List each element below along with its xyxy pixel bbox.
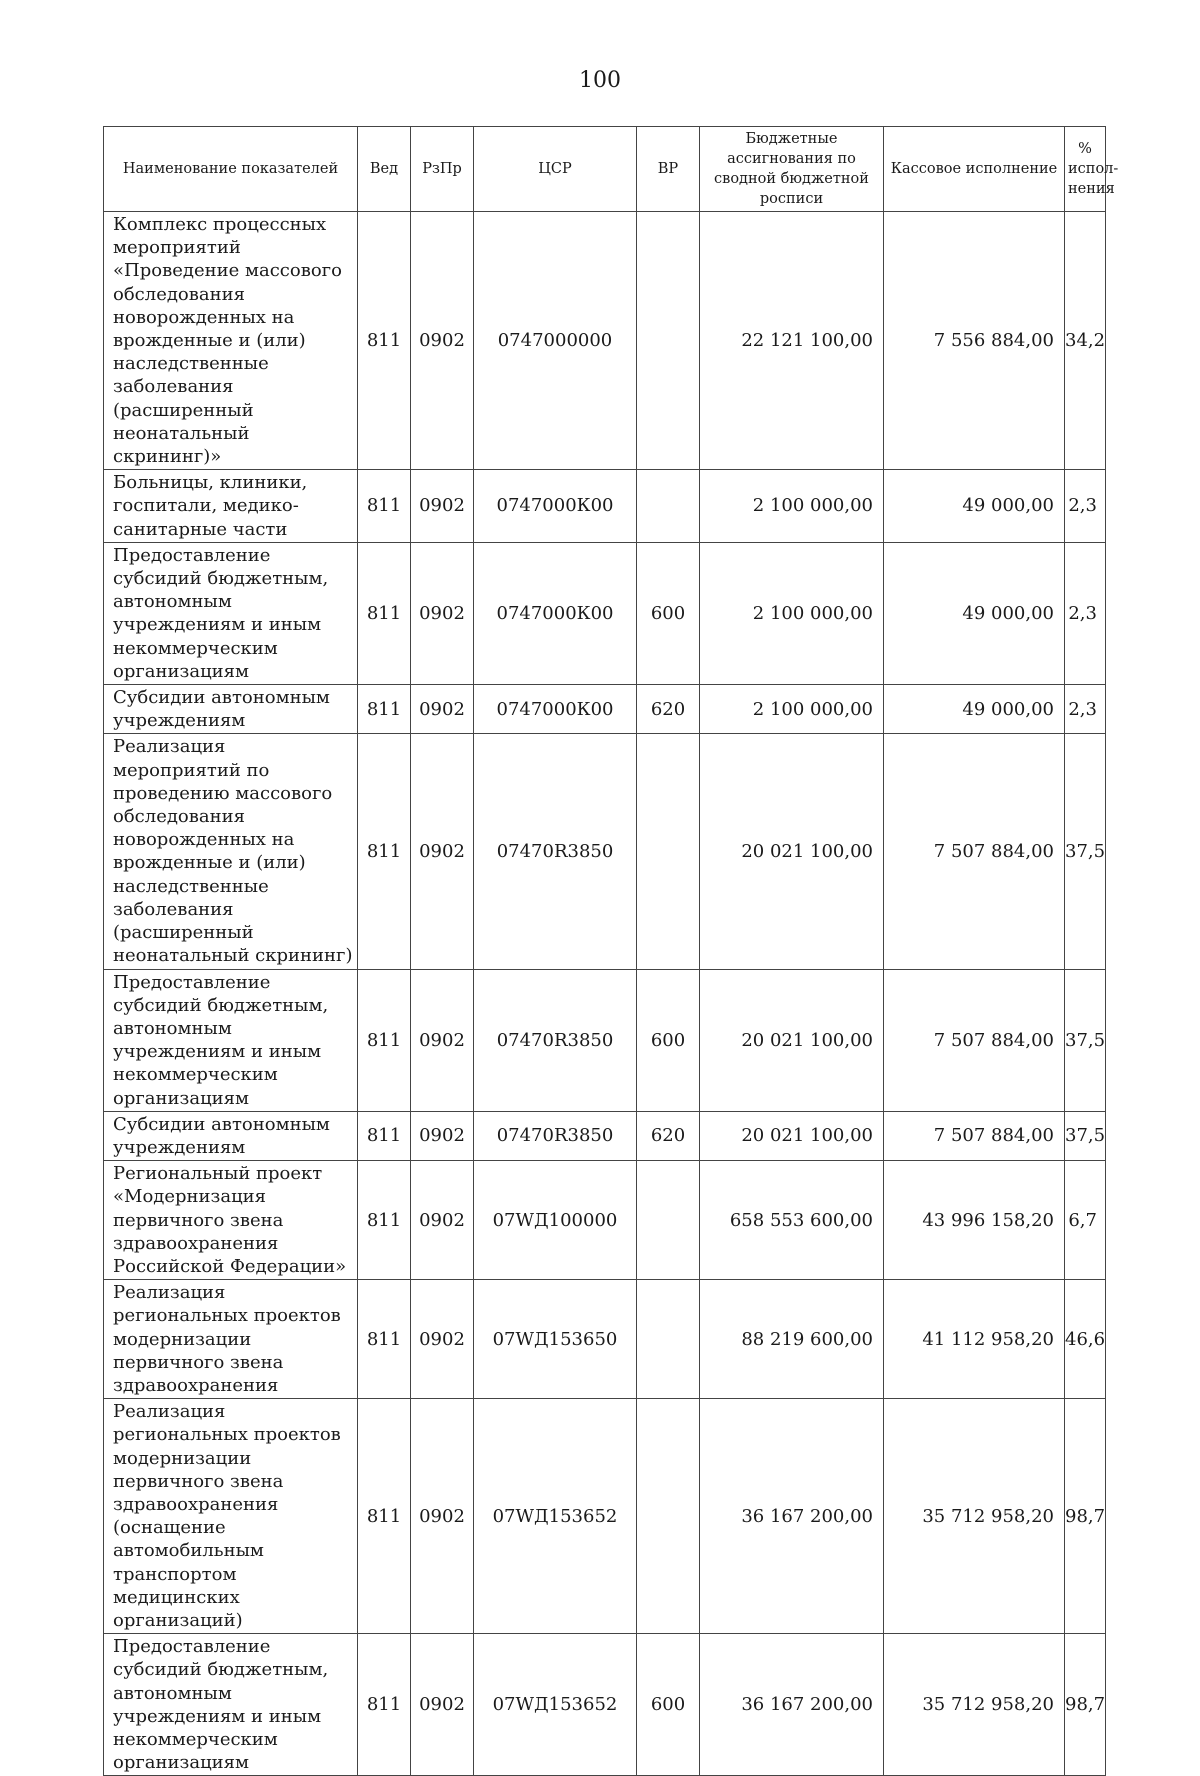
cell-cash: 49 000,00 xyxy=(884,542,1065,684)
cell-vr: 600 xyxy=(637,1634,700,1776)
cell-rzpr: 0902 xyxy=(411,542,474,684)
cell-rzpr: 0902 xyxy=(411,1399,474,1634)
cell-budget: 22 121 100,00 xyxy=(700,212,884,470)
cell-cash: 7 507 884,00 xyxy=(884,1111,1065,1160)
cell-ved: 811 xyxy=(358,734,411,969)
header-ved: Вед xyxy=(358,127,411,212)
cell-csr: 07470R3850 xyxy=(474,734,637,969)
cell-pct: 2,3 xyxy=(1065,685,1106,734)
cell-pct: 6,7 xyxy=(1065,1161,1106,1280)
cell-rzpr: 0902 xyxy=(411,1161,474,1280)
cell-csr: 07WД153650 xyxy=(474,1280,637,1399)
cell-vr xyxy=(637,734,700,969)
table-row xyxy=(104,470,1106,543)
cell-name: Субсидии автономным учреждениям xyxy=(104,1111,358,1160)
cell-vr: 620 xyxy=(637,1111,700,1160)
cell-csr: 07WД153652 xyxy=(474,1399,637,1634)
cell-name: Предоставление субсидий бюджетным, автономным учреждениям и иным некоммерческим организациям xyxy=(104,542,358,684)
table-row xyxy=(104,1399,1106,1634)
table-row xyxy=(104,685,1106,734)
cell-csr: 07WД153652 xyxy=(474,1634,637,1776)
cell-vr xyxy=(637,212,700,470)
cell-name: Комплекс процессных мероприятий «Проведение массового обследования новорожденных на врожденные и (или) наследственные заболевания (расширенный неонатальный скрининг)» xyxy=(104,212,358,470)
cell-rzpr: 0902 xyxy=(411,1280,474,1399)
budget-execution-table xyxy=(103,126,1119,1776)
cell-ved: 811 xyxy=(358,1111,411,1160)
header-budget: Бюджетные ассигнования по сводной бюджетной росписи xyxy=(700,127,884,212)
cell-ved: 811 xyxy=(358,1399,411,1634)
cell-vr: 600 xyxy=(637,969,700,1111)
cell-ved: 811 xyxy=(358,542,411,684)
cell-rzpr: 0902 xyxy=(411,1111,474,1160)
cell-pct: 98,7 xyxy=(1065,1634,1106,1776)
cell-pct: 37,5 xyxy=(1065,1111,1106,1160)
cell-csr: 0747000К00 xyxy=(474,542,637,684)
cell-cash: 49 000,00 xyxy=(884,470,1065,543)
cell-pct: 37,5 xyxy=(1065,734,1106,969)
cell-cash: 41 112 958,20 xyxy=(884,1280,1065,1399)
cell-name: Предоставление субсидий бюджетным, автономным учреждениям и иным некоммерческим организациям xyxy=(104,969,358,1111)
cell-csr: 0747000К00 xyxy=(474,470,637,543)
cell-vr xyxy=(637,1280,700,1399)
cell-rzpr: 0902 xyxy=(411,685,474,734)
cell-name: Субсидии автономным учреждениям xyxy=(104,685,358,734)
cell-cash: 7 507 884,00 xyxy=(884,969,1065,1111)
cell-vr xyxy=(637,470,700,543)
cell-budget: 20 021 100,00 xyxy=(700,1111,884,1160)
header-cash: Кассовое исполнение xyxy=(884,127,1065,212)
table-row xyxy=(104,734,1106,969)
cell-budget: 20 021 100,00 xyxy=(700,734,884,969)
cell-vr xyxy=(637,1161,700,1280)
cell-rzpr: 0902 xyxy=(411,734,474,969)
cell-cash: 35 712 958,20 xyxy=(884,1634,1065,1776)
cell-name: Реализация региональных проектов модернизации первичного звена здравоохранения (оснащение автомобильным транспортом медицинских организаций) xyxy=(104,1399,358,1634)
cell-budget: 2 100 000,00 xyxy=(700,685,884,734)
cell-ved: 811 xyxy=(358,1634,411,1776)
cell-budget: 36 167 200,00 xyxy=(700,1634,884,1776)
header-name: Наименование показателей xyxy=(104,127,358,212)
cell-budget: 36 167 200,00 xyxy=(700,1399,884,1634)
cell-vr: 620 xyxy=(637,685,700,734)
table-header-row xyxy=(104,127,1106,212)
table-row xyxy=(104,212,1106,470)
table-row xyxy=(104,1161,1106,1280)
cell-ved: 811 xyxy=(358,470,411,543)
cell-rzpr: 0902 xyxy=(411,969,474,1111)
cell-pct: 2,3 xyxy=(1065,470,1106,543)
cell-budget: 20 021 100,00 xyxy=(700,969,884,1111)
header-pct: % испол-нения xyxy=(1065,127,1106,212)
cell-name: Больницы, клиники, госпитали, медико-санитарные части xyxy=(104,470,358,543)
header-vr: ВР xyxy=(637,127,700,212)
table-row xyxy=(104,969,1106,1111)
table-row xyxy=(104,1634,1106,1776)
cell-csr: 0747000000 xyxy=(474,212,637,470)
cell-name: Реализация региональных проектов модернизации первичного звена здравоохранения xyxy=(104,1280,358,1399)
cell-name: Предоставление субсидий бюджетным, автономным учреждениям и иным некоммерческим организациям xyxy=(104,1634,358,1776)
cell-budget: 88 219 600,00 xyxy=(700,1280,884,1399)
cell-ved: 811 xyxy=(358,969,411,1111)
cell-ved: 811 xyxy=(358,1280,411,1399)
cell-csr: 07470R3850 xyxy=(474,969,637,1111)
cell-cash: 49 000,00 xyxy=(884,685,1065,734)
cell-budget: 658 553 600,00 xyxy=(700,1161,884,1280)
cell-rzpr: 0902 xyxy=(411,1634,474,1776)
table-row xyxy=(104,1280,1106,1399)
cell-cash: 7 556 884,00 xyxy=(884,212,1065,470)
cell-ved: 811 xyxy=(358,212,411,470)
header-csr: ЦСР xyxy=(474,127,637,212)
table-row xyxy=(104,1111,1106,1160)
cell-csr: 07WД100000 xyxy=(474,1161,637,1280)
table-row xyxy=(104,542,1106,684)
cell-pct: 46,6 xyxy=(1065,1280,1106,1399)
page-number: 100 xyxy=(579,68,621,93)
cell-csr: 07470R3850 xyxy=(474,1111,637,1160)
cell-cash: 7 507 884,00 xyxy=(884,734,1065,969)
cell-vr xyxy=(637,1399,700,1634)
cell-vr: 600 xyxy=(637,542,700,684)
cell-ved: 811 xyxy=(358,1161,411,1280)
cell-ved: 811 xyxy=(358,685,411,734)
cell-rzpr: 0902 xyxy=(411,470,474,543)
cell-pct: 34,2 xyxy=(1065,212,1106,470)
header-rzpr: РзПр xyxy=(411,127,474,212)
cell-name: Региональный проект «Модернизация первичного звена здравоохранения Российской Федерации» xyxy=(104,1161,358,1280)
cell-rzpr: 0902 xyxy=(411,212,474,470)
cell-csr: 0747000К00 xyxy=(474,685,637,734)
cell-pct: 2,3 xyxy=(1065,542,1106,684)
cell-pct: 37,5 xyxy=(1065,969,1106,1111)
cell-budget: 2 100 000,00 xyxy=(700,470,884,543)
cell-cash: 35 712 958,20 xyxy=(884,1399,1065,1634)
cell-budget: 2 100 000,00 xyxy=(700,542,884,684)
cell-name: Реализация мероприятий по проведению массового обследования новорожденных на врожденные и (или) наследственные заболевания (расширенный неонатальный скрининг) xyxy=(104,734,358,969)
cell-cash: 43 996 158,20 xyxy=(884,1161,1065,1280)
cell-pct: 98,7 xyxy=(1065,1399,1106,1634)
